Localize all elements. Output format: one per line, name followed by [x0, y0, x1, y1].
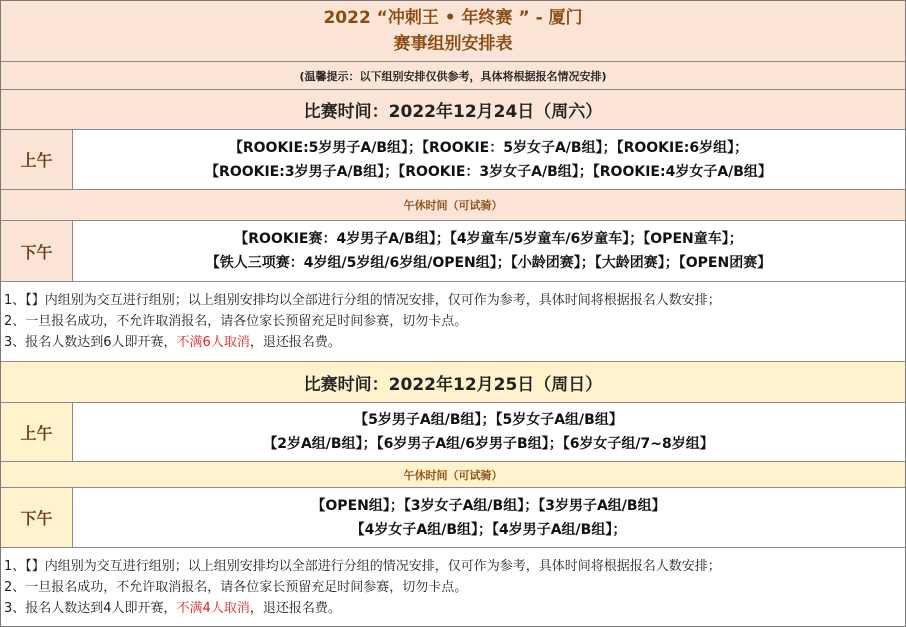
day2-date-row: [1, 362, 905, 403]
day2-notes: [1, 548, 905, 626]
day2-afternoon-line-1: 【OPEN组】；【3岁女子A组/B组】；【3岁男子A组/B组】: [311, 497, 666, 514]
day2-afternoon-row: [1, 488, 905, 548]
day1-date: 比赛时间：2022年12月24日（周六）: [303, 102, 603, 122]
day1-morning-row: [1, 130, 905, 190]
day2-note-3-end: ，退还报名费。: [249, 600, 341, 616]
day1-afternoon-line-2: 【铁人三项赛：4岁组/5岁组/6岁组/OPEN组】；【小龄团赛】；【大龄团赛】；【OPEN团赛】: [205, 255, 772, 271]
tip-row: [1, 62, 905, 90]
day1-morning-label: 上午: [1, 130, 73, 189]
day1-afternoon-label: 下午: [1, 221, 73, 281]
day1-note-3-start: 3、报名人数达到6人即开赛，: [4, 335, 177, 350]
day1-morning-content: [72, 130, 905, 189]
day1-note-3-end: ，退还报名费。: [249, 335, 341, 350]
day1-note-3-warning: 不满6人取消: [176, 335, 250, 350]
day2-date: 比赛时间：2022年12月25日（周日）: [303, 374, 603, 395]
event-title: 2022 “冲刺王 • 年终赛 ” - 厦门: [323, 8, 583, 28]
day2-note-3-warning: 不满4人取消: [176, 600, 250, 616]
day2-break-row: [1, 462, 905, 488]
day1-afternoon-line-1: 【ROOKIE赛：4岁男子A/B组】；【4岁童车/5岁童车/6岁童车】；【OPEN童车】；: [234, 231, 743, 247]
day1-break-row: [1, 190, 905, 221]
day2-morning-row: [1, 403, 905, 462]
day1-notes: [1, 282, 905, 362]
day2-note-1: 1、【】内组别为交互进行组别；以上组别安排均以全部进行分组的情况安排，仅可作为参考，具体时间将根据报名人数安排；: [4, 558, 721, 574]
day1-date-row: [1, 90, 905, 130]
day2-afternoon-line-2: 【4岁女子A组/B组】；【4岁男子A组/B组】；: [350, 521, 627, 538]
day2-morning-line-1: 【5岁男子A组/B组】；【5岁女子A组/B组】: [354, 412, 623, 428]
day2-note-2: 2、一旦报名成功，不允许取消报名，请各位家长预留充足时间参赛，切勿卡点。: [4, 579, 468, 595]
day2-afternoon-label: 下午: [1, 488, 73, 547]
day1-note-2: 2、一旦报名成功，不允许取消报名，请各位家长预留充足时间参赛，切勿卡点。: [4, 314, 468, 329]
day1-note-3: [4, 332, 905, 353]
title-block: [1, 1, 905, 62]
day2-afternoon-content: [72, 488, 905, 547]
event-subtitle: 赛事组别安排表: [393, 34, 513, 54]
day1-note-1: 1、【】内组别为交互进行组别；以上组别安排均以全部进行分组的情况安排，仅可作为参考，具体时间将根据报名人数安排；: [4, 293, 721, 308]
day2-note-3: [4, 598, 905, 619]
day1-break-label: 午休时间（可试骑）: [403, 199, 503, 212]
day2-note-3-start: 3、报名人数达到4人即开赛，: [4, 600, 177, 616]
day2-morning-line-2: 【2岁A组/B组】；【6岁男子A组/6岁男子B组】；【6岁女子组/7~8岁组】: [263, 436, 714, 452]
day2-morning-label: 上午: [1, 403, 73, 461]
day1-afternoon-content: [72, 221, 905, 281]
day2-break-label: 午休时间（可试骑）: [403, 468, 503, 482]
day1-afternoon-row: [1, 221, 905, 282]
day1-morning-line-2: 【ROOKIE:3岁男子A/B组】；【ROOKIE：3岁女子A/B组】；【ROOKIE:4岁女子A/B组】: [205, 163, 772, 180]
tip-text: (温馨提示：以下组别安排仅供参考，具体将根据报名情况安排): [299, 69, 607, 83]
day2-morning-content: [72, 403, 905, 461]
day1-morning-line-1: 【ROOKIE:5岁男子A/B组】；【ROOKIE：5岁女子A/B组】；【ROOKIE:6岁组】；: [228, 139, 749, 156]
